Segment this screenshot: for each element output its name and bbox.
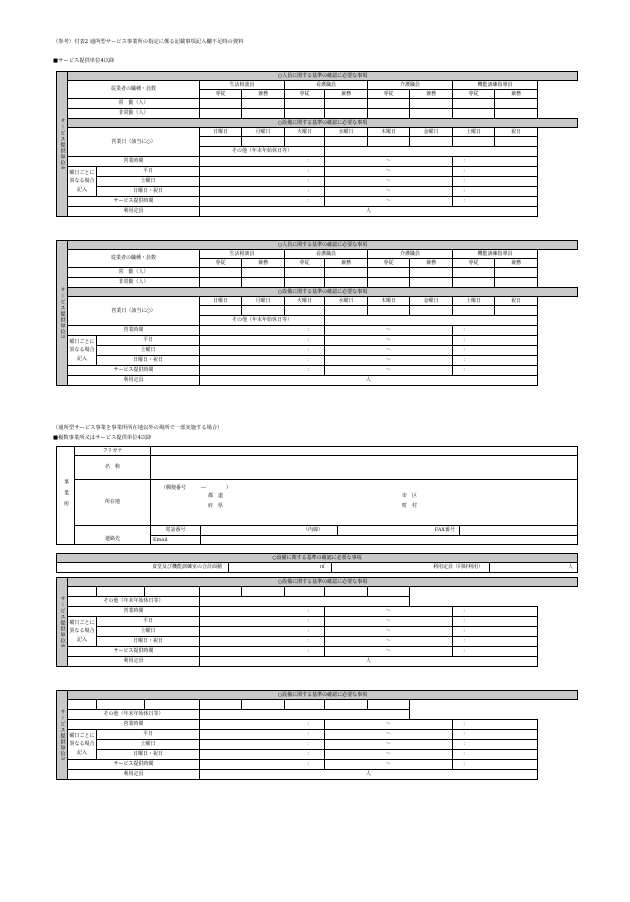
fuken-text: 府 県 <box>208 503 224 509</box>
time-end[interactable]: ： <box>453 346 538 356</box>
machimura-text: 町 村 <box>402 503 418 509</box>
time-tilde: ～ <box>325 157 453 167</box>
unit-table <box>56 577 578 667</box>
day-cell[interactable] <box>368 137 410 147</box>
day-cell[interactable] <box>325 306 368 316</box>
nichiyou-label: 日曜日・祝日 <box>97 356 200 366</box>
unit-label: サービス提供単位5 <box>57 691 68 780</box>
time-tilde: ～ <box>325 336 453 346</box>
job-header: 看護職員 <box>285 81 368 90</box>
other-days-label: その他（年末年始休日等） <box>68 597 200 607</box>
kenmu-header: 兼務 <box>242 90 285 99</box>
other-days-cell[interactable] <box>325 316 538 326</box>
day-cell[interactable] <box>200 306 242 316</box>
day-cell[interactable] <box>68 587 97 597</box>
hijoukin-label: 非常勤（人） <box>68 109 200 119</box>
day-cell[interactable] <box>325 700 368 710</box>
meishou-label: 名 称 <box>75 456 151 480</box>
day-header: 火曜日 <box>285 128 325 137</box>
time-tilde: ～ <box>325 607 453 617</box>
input-cell[interactable] <box>368 278 410 288</box>
time-tilde: ～ <box>325 187 453 197</box>
denwa-label: 電話番号 <box>151 526 201 536</box>
kenmu-header: 兼務 <box>325 90 368 99</box>
time-start[interactable]: ： <box>200 647 325 657</box>
office-facility-heading: ○設備に関する基準の確認に必要な事項 <box>57 554 578 563</box>
jigyousho-label: 事業所 <box>57 447 75 545</box>
input-cell[interactable] <box>325 268 368 278</box>
day-cell[interactable] <box>68 700 97 710</box>
teiin-cell[interactable]: 人 <box>200 376 538 386</box>
unit-label: サービス提供単位4 <box>57 578 68 667</box>
input-cell[interactable] <box>453 99 495 109</box>
input-cell[interactable] <box>495 99 538 109</box>
time-start[interactable]: ： <box>200 366 325 376</box>
eigyou-jikan-label: 営業時間 <box>68 720 200 730</box>
unit4-block <box>56 71 578 217</box>
staff-heading: ○人員に関する基準の確認に必要な事項 <box>68 72 578 81</box>
time-end[interactable]: ： <box>453 356 538 366</box>
time-start[interactable]: ： <box>200 637 325 647</box>
time-end[interactable]: ： <box>453 167 538 177</box>
time-end[interactable]: ： <box>453 647 538 657</box>
email-label: Email <box>151 536 201 545</box>
time-start[interactable]: ： <box>200 197 325 207</box>
input-cell[interactable] <box>453 278 495 288</box>
time-end[interactable]: ： <box>453 617 538 627</box>
time-start[interactable]: ： <box>200 326 325 336</box>
doc-title: （参考）付表2 通所型サービス事業所の指定に係る記載事項記入欄不足時の資料 <box>53 39 244 45</box>
time-start[interactable]: ： <box>200 750 325 760</box>
input-cell[interactable] <box>368 268 410 278</box>
day-cell[interactable] <box>495 137 538 147</box>
input-cell[interactable] <box>453 109 495 119</box>
senju-header: 専従 <box>368 90 410 99</box>
time-tilde: ～ <box>325 177 453 187</box>
senju-header: 専従 <box>285 259 325 268</box>
day-header: 水曜日 <box>325 128 368 137</box>
senju-header: 専従 <box>453 259 495 268</box>
input-cell[interactable] <box>242 268 285 278</box>
youbi-line1: 曜日ごとに <box>69 169 95 176</box>
day-header: 日曜日 <box>200 128 242 137</box>
unit-label: サービス提供単位5 <box>57 241 68 386</box>
youbi-line1: 曜日ごとに <box>69 619 95 626</box>
input-cell[interactable] <box>410 109 453 119</box>
doyoubi-label: 土曜日 <box>97 177 200 187</box>
unit4-block-2 <box>56 577 578 667</box>
fax-cell[interactable] <box>460 526 578 536</box>
teiin-label: 利用定員 <box>68 376 200 386</box>
youbi-line2: 異なる場合 <box>69 741 95 748</box>
youbi-line2: 異なる場合 <box>69 178 95 185</box>
facility-heading: ○設備に関する基準の確認に必要な事項 <box>68 578 578 587</box>
time-end[interactable]: ： <box>453 157 538 167</box>
teikyou-jikan-label: サービス提供時間 <box>68 647 200 657</box>
time-start[interactable]: ： <box>200 607 325 617</box>
fax-label: FAX番号 <box>338 526 460 536</box>
address-cell[interactable] <box>151 480 578 526</box>
heijitsu-label: 平日 <box>97 617 200 627</box>
day-cell[interactable] <box>97 700 145 710</box>
office-table <box>56 446 578 545</box>
time-tilde: ～ <box>325 740 453 750</box>
eigyou-jikan-label: 営業時間 <box>68 326 200 336</box>
time-tilde: ～ <box>325 356 453 366</box>
day-cell[interactable] <box>285 306 325 316</box>
unit5-block-2 <box>56 690 578 780</box>
yubin-text: （郵便番号 ― ） <box>161 485 232 491</box>
day-cell[interactable] <box>325 587 368 597</box>
time-end[interactable]: ： <box>453 730 538 740</box>
denwa-cell[interactable]: （内線） <box>201 526 338 536</box>
input-cell[interactable] <box>368 99 410 109</box>
shozaichi-label: 所在地 <box>75 480 151 526</box>
other-days-cell[interactable] <box>200 597 410 607</box>
day-cell[interactable] <box>242 306 285 316</box>
day-header: 火曜日 <box>285 297 325 306</box>
office-facility-table <box>56 553 578 573</box>
input-cell[interactable] <box>495 268 538 278</box>
time-tilde: ～ <box>325 346 453 356</box>
day-cell[interactable] <box>242 700 285 710</box>
day-cell[interactable] <box>453 306 495 316</box>
shiku-text: 市 区 <box>402 493 418 499</box>
teiin-label: 利用定員 <box>68 657 200 667</box>
other-days-cell[interactable] <box>325 147 538 157</box>
youbi-label <box>68 336 97 366</box>
day-cell[interactable] <box>368 700 410 710</box>
time-start[interactable]: ： <box>200 617 325 627</box>
time-start[interactable]: ： <box>200 730 325 740</box>
teikyou-jikan-label: サービス提供時間 <box>68 197 200 207</box>
nichiyou-label: 日曜日・祝日 <box>97 750 200 760</box>
time-start[interactable]: ： <box>200 740 325 750</box>
time-start[interactable]: ： <box>200 167 325 177</box>
time-end[interactable]: ： <box>453 607 538 617</box>
staff-heading: ○人員に関する基準の確認に必要な事項 <box>68 241 578 250</box>
time-start[interactable]: ： <box>200 157 325 167</box>
kenmu-header: 兼務 <box>410 90 453 99</box>
other-days-label: その他（年末年始休日等） <box>200 316 325 326</box>
job-header: 看護職員 <box>285 250 368 259</box>
time-end[interactable]: ： <box>453 326 538 336</box>
day-header: 祝日 <box>495 297 538 306</box>
youbi-line1: 曜日ごとに <box>69 338 95 345</box>
day-cell[interactable] <box>145 700 200 710</box>
job-header: 機能訓練指導員 <box>453 81 538 90</box>
time-tilde: ～ <box>325 760 453 770</box>
renrakusaki-label: 連絡先 <box>75 526 151 545</box>
youbi-line2: 異なる場合 <box>69 347 95 354</box>
meishou-cell[interactable] <box>151 456 578 480</box>
time-tilde: ～ <box>325 647 453 657</box>
day-header: 日曜日 <box>200 297 242 306</box>
kenmu-header: 兼務 <box>495 259 538 268</box>
kenmu-header: 兼務 <box>495 90 538 99</box>
day-cell[interactable] <box>242 137 285 147</box>
teiin-doji-label: 利用定員（同時利用） <box>332 563 490 573</box>
time-start[interactable]: ： <box>200 336 325 346</box>
time-start[interactable]: ： <box>200 177 325 187</box>
input-cell[interactable] <box>325 278 368 288</box>
input-cell[interactable] <box>285 278 325 288</box>
input-cell[interactable] <box>200 109 242 119</box>
youbi-line3: 記入 <box>76 355 87 362</box>
teikyou-jikan-label: サービス提供時間 <box>68 760 200 770</box>
day-cell[interactable] <box>145 587 200 597</box>
heijitsu-label: 平日 <box>97 336 200 346</box>
youbi-line3: 記入 <box>76 749 87 756</box>
unit-label: サービス提供単位4 <box>57 72 68 217</box>
other-days-cell[interactable] <box>200 710 410 720</box>
time-start[interactable]: ： <box>200 346 325 356</box>
unit-table <box>56 71 578 217</box>
nichiyou-label: 日曜日・祝日 <box>97 187 200 197</box>
senju-header: 専従 <box>200 259 242 268</box>
facility-heading: ○設備に関する基準の確認に必要な事項 <box>68 119 578 128</box>
input-cell[interactable] <box>285 109 325 119</box>
input-cell[interactable] <box>495 109 538 119</box>
day-cell[interactable] <box>410 306 453 316</box>
input-cell[interactable] <box>285 99 325 109</box>
time-end[interactable]: ： <box>453 187 538 197</box>
day-cell[interactable] <box>200 700 242 710</box>
facility-heading: ○設備に関する基準の確認に必要な事項 <box>68 691 578 700</box>
day-cell[interactable] <box>200 587 242 597</box>
input-cell[interactable] <box>410 99 453 109</box>
input-cell[interactable] <box>495 278 538 288</box>
input-cell[interactable] <box>325 109 368 119</box>
input-cell[interactable] <box>242 109 285 119</box>
time-end[interactable]: ： <box>453 740 538 750</box>
time-end[interactable]: ： <box>453 336 538 346</box>
input-cell[interactable] <box>242 99 285 109</box>
doyoubi-label: 土曜日 <box>97 627 200 637</box>
day-header: 祝日 <box>495 128 538 137</box>
teiin-cell[interactable]: 人 <box>200 657 538 667</box>
kenmu-header: 兼務 <box>410 259 453 268</box>
day-cell[interactable] <box>242 587 285 597</box>
job-header: 介護職員 <box>368 250 453 259</box>
other-days-label: その他（年末年始休日等） <box>200 147 325 157</box>
day-header: 木曜日 <box>368 128 410 137</box>
job-header: 生活相談員 <box>200 250 285 259</box>
youbi-line1: 曜日ごとに <box>69 732 95 739</box>
job-header: 生活相談員 <box>200 81 285 90</box>
day-cell[interactable] <box>285 700 325 710</box>
time-end[interactable]: ： <box>453 720 538 730</box>
time-tilde: ～ <box>325 730 453 740</box>
time-start[interactable]: ： <box>200 356 325 366</box>
time-start[interactable]: ： <box>200 187 325 197</box>
todou-text: 都 道 <box>208 493 224 499</box>
day-cell[interactable] <box>285 137 325 147</box>
youbi-line3: 記入 <box>76 186 87 193</box>
note-subheading: ■複数事業所又はサービス提供単位4以降 <box>53 435 152 441</box>
day-header: 土曜日 <box>453 297 495 306</box>
teiin-label: 利用定員 <box>68 770 200 780</box>
input-cell[interactable] <box>325 99 368 109</box>
input-cell[interactable] <box>410 268 453 278</box>
hijoukin-label: 非常勤（人） <box>68 278 200 288</box>
senju-header: 専従 <box>200 90 242 99</box>
teiin-label: 利用定員 <box>68 207 200 217</box>
youbi-label <box>68 617 97 647</box>
time-tilde: ～ <box>325 326 453 336</box>
teiin-cell[interactable]: 人 <box>200 770 538 780</box>
input-cell[interactable] <box>200 278 242 288</box>
job-header: 介護職員 <box>368 81 453 90</box>
time-end[interactable]: ： <box>453 750 538 760</box>
section-heading: ■サービス提供単位4以降 <box>53 58 115 64</box>
input-cell[interactable] <box>368 109 410 119</box>
shokudou-cell[interactable]: ㎡ <box>229 563 332 573</box>
day-cell[interactable] <box>285 587 325 597</box>
day-cell[interactable] <box>453 137 495 147</box>
eigyoubi-label: 営業日（該当に○） <box>68 128 200 157</box>
eigyou-jikan-label: 営業時間 <box>68 157 200 167</box>
teiin-doji-cell[interactable]: 人 <box>490 563 578 573</box>
heijitsu-label: 平日 <box>97 730 200 740</box>
job-header: 機能訓練指導員 <box>453 250 538 259</box>
teiin-cell[interactable]: 人 <box>200 207 538 217</box>
day-header: 月曜日 <box>242 128 285 137</box>
time-tilde: ～ <box>325 197 453 207</box>
time-tilde: ～ <box>325 750 453 760</box>
input-cell[interactable] <box>200 268 242 278</box>
youbi-line3: 記入 <box>76 636 87 643</box>
input-cell[interactable] <box>285 268 325 278</box>
youbi-label <box>68 730 97 760</box>
unit-table <box>56 690 578 780</box>
unit-table <box>56 240 578 386</box>
input-cell[interactable] <box>200 99 242 109</box>
unit5-block <box>56 240 578 386</box>
time-tilde: ～ <box>325 720 453 730</box>
youbi-line2: 異なる場合 <box>69 628 95 635</box>
input-cell[interactable] <box>242 278 285 288</box>
day-cell[interactable] <box>325 137 368 147</box>
eigyoubi-label: 営業日（該当に○） <box>68 297 200 326</box>
day-cell[interactable] <box>97 587 145 597</box>
time-end[interactable]: ： <box>453 366 538 376</box>
input-cell[interactable] <box>410 278 453 288</box>
eigyou-jikan-label: 営業時間 <box>68 607 200 617</box>
day-header: 土曜日 <box>453 128 495 137</box>
day-header: 水曜日 <box>325 297 368 306</box>
youbi-label <box>68 167 97 197</box>
nichiyou-label: 日曜日・祝日 <box>97 637 200 647</box>
day-header: 金曜日 <box>410 128 453 137</box>
kenmu-header: 兼務 <box>242 259 285 268</box>
day-cell[interactable] <box>200 137 242 147</box>
furigana-label: フリガナ <box>75 447 151 456</box>
day-header: 木曜日 <box>368 297 410 306</box>
senju-header: 専従 <box>368 259 410 268</box>
note-heading: （通所型サービス事業を事業所所在地以外の場所で一部実施する場合） <box>53 425 223 431</box>
time-end[interactable]: ： <box>453 197 538 207</box>
time-tilde: ～ <box>325 637 453 647</box>
day-header: 月曜日 <box>242 297 285 306</box>
day-cell[interactable] <box>410 137 453 147</box>
time-start[interactable]: ： <box>200 760 325 770</box>
time-tilde: ～ <box>325 366 453 376</box>
heijitsu-label: 平日 <box>97 167 200 177</box>
day-cell[interactable] <box>368 306 410 316</box>
day-cell[interactable] <box>368 587 410 597</box>
time-end[interactable]: ： <box>453 627 538 637</box>
time-start[interactable]: ： <box>200 720 325 730</box>
doyoubi-label: 土曜日 <box>97 346 200 356</box>
teikyou-jikan-label: サービス提供時間 <box>68 366 200 376</box>
time-start[interactable]: ： <box>200 627 325 637</box>
senju-header: 専従 <box>285 90 325 99</box>
time-end[interactable]: ： <box>453 177 538 187</box>
joukin-label: 常 勤（人） <box>68 99 200 109</box>
senju-header: 専従 <box>453 90 495 99</box>
joukin-label: 常 勤（人） <box>68 268 200 278</box>
time-tilde: ～ <box>325 167 453 177</box>
day-header: 金曜日 <box>410 297 453 306</box>
other-days-label: その他（年末年始休日等） <box>68 710 200 720</box>
input-cell[interactable] <box>453 268 495 278</box>
email-cell[interactable] <box>201 536 578 545</box>
time-tilde: ～ <box>325 627 453 637</box>
staff-label: 従業者の職種・員数 <box>68 81 200 99</box>
doyoubi-label: 土曜日 <box>97 740 200 750</box>
staff-label: 従業者の職種・員数 <box>68 250 200 268</box>
facility-heading: ○設備に関する基準の確認に必要な事項 <box>68 288 578 297</box>
time-end[interactable]: ： <box>453 760 538 770</box>
time-end[interactable]: ： <box>453 637 538 647</box>
time-tilde: ～ <box>325 617 453 627</box>
kenmu-header: 兼務 <box>325 259 368 268</box>
shokudou-label: 食堂及び機能訓練室の合計面積 <box>57 563 229 573</box>
day-cell[interactable] <box>495 306 538 316</box>
furigana-cell[interactable] <box>151 447 578 456</box>
